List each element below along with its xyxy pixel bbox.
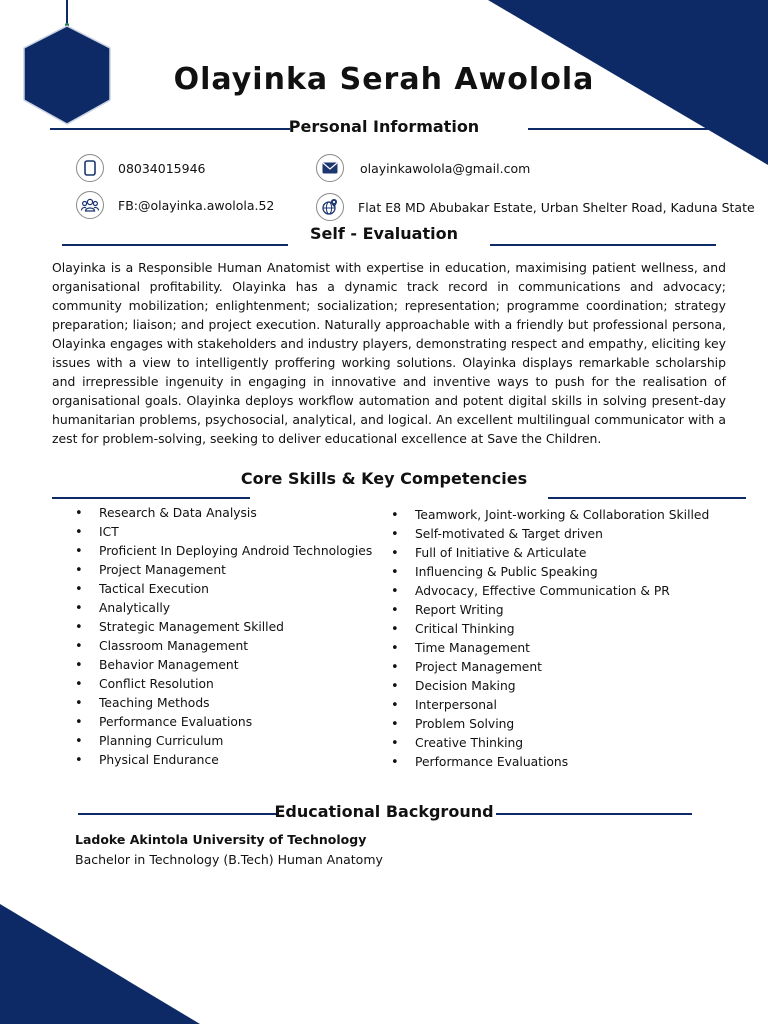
skill-item: • Full of Initiative & Articulate <box>391 544 709 563</box>
skill-item: • Planning Curriculum <box>75 732 372 751</box>
skill-item: • Decision Making <box>391 677 709 696</box>
section-header-education <box>0 802 768 826</box>
skill-item: • Tactical Execution <box>75 580 372 599</box>
skill-item: • Problem Solving <box>391 715 709 734</box>
contact-social <box>76 191 274 219</box>
mail-icon <box>316 154 344 182</box>
candidate-name: Olayinka Serah Awolola <box>173 62 595 97</box>
skill-item: • Physical Endurance <box>75 751 372 770</box>
section-title: Educational Background <box>274 802 494 821</box>
divider-line <box>62 244 288 246</box>
skill-item: • Strategic Management Skilled <box>75 618 372 637</box>
section-title: Personal Information <box>288 117 480 136</box>
self-evaluation-text: Olayinka is a Responsible Human Anatomist with expertise in education, maximising patient wellness, and organisational profitability. Olayinka has a dynamic track record in communications and advocacy; community mobilization; enlightenment; socialization; representation; programme coordination; strategy preparation; liaison; and project execution. Naturally approachable with a friendly but professional persona, Olayinka engages with stakeholders and industry players, demonstrating respect and empathy, eliciting key issues with a view to intelligently proffering working solutions. Olayinka displays remarkable scholarship and irrepressible ingenuity in engaging in innovative and inventive ways to push for the realisation of organisational goals. Olayinka deploys workflow automation and potent digital skills in solving present-day humanitarian problems, psychosocial, analytical, and logical. An excellent multilingual communicator with a zest for problem-solving, seeking to deliver educational excellence at Save the Children. <box>52 260 726 446</box>
skill-item: • Project Management <box>391 658 709 677</box>
skills-list-right <box>391 506 709 772</box>
skill-item: • Research & Data Analysis <box>75 504 372 523</box>
corner-triangle-bottom-left <box>0 904 200 1024</box>
skill-item: • Interpersonal <box>391 696 709 715</box>
skill-item: • Classroom Management <box>75 637 372 656</box>
location-globe-icon <box>316 193 344 221</box>
contact-address <box>316 193 755 221</box>
skill-item: • Performance Evaluations <box>391 753 709 772</box>
skill-item: • ICT <box>75 523 372 542</box>
skill-item: • Proficient In Deploying Android Technologies <box>75 542 372 561</box>
section-header-personal-info <box>0 117 768 141</box>
section-title: Self - Evaluation <box>310 224 458 243</box>
skill-item: • Behavior Management <box>75 656 372 675</box>
skill-item: • Conflict Resolution <box>75 675 372 694</box>
people-icon <box>76 191 104 219</box>
contact-email <box>316 154 530 182</box>
skill-item: • Analytically <box>75 599 372 618</box>
skill-item: • Time Management <box>391 639 709 658</box>
skill-item: • Creative Thinking <box>391 734 709 753</box>
education-degree: Bachelor in Technology (B.Tech) Human Anatomy <box>75 852 383 867</box>
skill-item: • Teamwork, Joint-working & Collaboration Skilled <box>391 506 709 525</box>
skill-item: • Advocacy, Effective Communication & PR <box>391 582 709 601</box>
section-header-self-evaluation <box>0 224 768 248</box>
home-address: Flat E8 MD Abubakar Estate, Urban Shelter Road, Kaduna State <box>358 199 755 215</box>
contact-phone <box>76 154 205 182</box>
skill-item: • Performance Evaluations <box>75 713 372 732</box>
section-header-core-skills <box>0 469 768 493</box>
skill-item: • Project Management <box>75 561 372 580</box>
skill-item: • Teaching Methods <box>75 694 372 713</box>
skill-item: • Critical Thinking <box>391 620 709 639</box>
email-address[interactable]: olayinkawolola@gmail.com <box>360 160 531 176</box>
phone-icon <box>76 154 104 182</box>
skills-list-left <box>75 504 372 770</box>
education-school: Ladoke Akintola University of Technology <box>75 832 367 847</box>
divider-line <box>52 497 250 499</box>
skill-item: • Report Writing <box>391 601 709 620</box>
skill-item: • Influencing & Public Speaking <box>391 563 709 582</box>
phone-number: 08034015946 <box>118 160 206 176</box>
section-title: Core Skills & Key Competencies <box>240 469 528 488</box>
social-handle: FB:@olayinka.awolola.52 <box>118 197 275 213</box>
skill-item: • Self-motivated & Target driven <box>391 525 709 544</box>
divider-line <box>490 244 716 246</box>
divider-line <box>548 497 746 499</box>
